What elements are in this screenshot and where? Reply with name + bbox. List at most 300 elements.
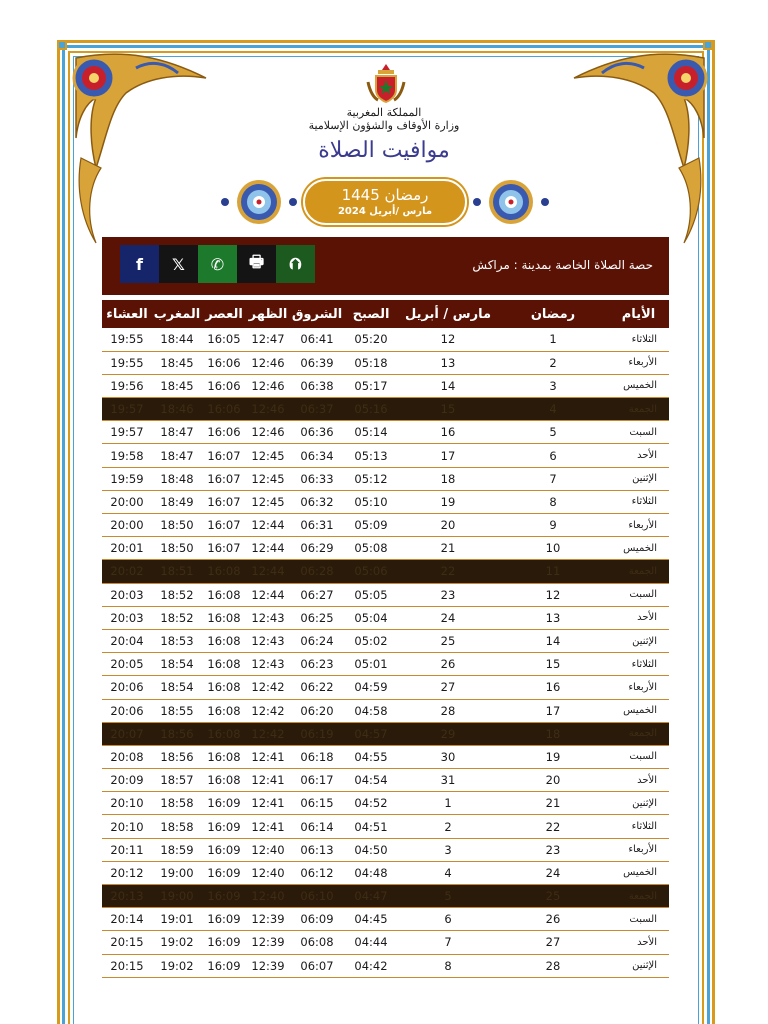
share-buttons [120,245,315,283]
cell-fajr: 05:09 [344,514,398,537]
table-row [102,861,669,884]
cell-maghrib: 18:50 [152,537,202,560]
cell-date: 8 [398,954,498,977]
cell-sunrise: 06:41 [290,328,344,351]
dot-icon [289,198,297,206]
cell-ramadan: 10 [498,537,608,560]
cell-ramadan: 23 [498,838,608,861]
table-row [102,769,669,792]
cell-sunrise: 06:07 [290,954,344,977]
cell-sunrise: 06:38 [290,374,344,397]
table-row [102,815,669,838]
cell-asr: 16:09 [202,885,246,908]
cell-sunrise: 06:10 [290,885,344,908]
cell-sunrise: 06:25 [290,606,344,629]
cell-ramadan: 25 [498,885,608,908]
cell-day: السبت [608,745,669,768]
cell-date: 4 [398,861,498,884]
cell-date: 18 [398,467,498,490]
cell-sunrise: 06:22 [290,676,344,699]
cell-dhuhr: 12:42 [246,722,290,745]
cell-asr: 16:07 [202,537,246,560]
cell-maghrib: 18:53 [152,629,202,652]
cell-sunrise: 06:39 [290,351,344,374]
cell-isha: 20:07 [102,722,152,745]
table-row [102,444,669,467]
cell-day: الثلاثاء [608,328,669,351]
ramadan-pill [303,179,467,225]
cell-fajr: 04:42 [344,954,398,977]
cell-day: السبت [608,421,669,444]
cell-asr: 16:09 [202,838,246,861]
cell-fajr: 05:12 [344,467,398,490]
table-row [102,653,669,676]
cell-ramadan: 24 [498,861,608,884]
table-row [102,328,669,351]
cell-asr: 16:09 [202,861,246,884]
cell-isha: 20:00 [102,514,152,537]
share-bar [102,237,669,295]
cell-dhuhr: 12:47 [246,328,290,351]
cell-sunrise: 06:17 [290,769,344,792]
cell-asr: 16:07 [202,490,246,513]
cell-ramadan: 11 [498,560,608,583]
cell-dhuhr: 12:40 [246,838,290,861]
cell-maghrib: 19:02 [152,931,202,954]
table-row [102,398,669,421]
cell-sunrise: 06:19 [290,722,344,745]
cell-date: 19 [398,490,498,513]
header-isha: العشاء [102,300,152,328]
cell-asr: 16:09 [202,815,246,838]
header-date: مارس / أبريل [398,300,498,328]
cell-isha: 19:56 [102,374,152,397]
header-fajr: الصبح [344,300,398,328]
cell-date: 23 [398,583,498,606]
cell-date: 7 [398,931,498,954]
cell-sunrise: 06:36 [290,421,344,444]
dot-icon [473,198,481,206]
cell-asr: 16:08 [202,676,246,699]
cell-sunrise: 06:14 [290,815,344,838]
cell-date: 3 [398,838,498,861]
cell-dhuhr: 12:44 [246,537,290,560]
cell-isha: 20:03 [102,583,152,606]
cell-ramadan: 20 [498,769,608,792]
cell-ramadan: 21 [498,792,608,815]
cell-dhuhr: 12:45 [246,444,290,467]
cell-date: 14 [398,374,498,397]
cell-ramadan: 28 [498,954,608,977]
cell-date: 27 [398,676,498,699]
table-row [102,792,669,815]
cell-isha: 20:05 [102,653,152,676]
cell-date: 24 [398,606,498,629]
cell-day: الأربعاء [608,676,669,699]
cell-sunrise: 06:29 [290,537,344,560]
print-button[interactable]: 🖶 [237,245,276,283]
cell-ramadan: 26 [498,908,608,931]
cell-day: الثلاثاء [608,815,669,838]
month-label: مارس /أبريل 2024 [337,206,433,217]
cell-date: 22 [398,560,498,583]
cell-day: الأربعاء [608,514,669,537]
cell-day: الإثنين [608,792,669,815]
cell-isha: 20:14 [102,908,152,931]
cell-maghrib: 19:02 [152,954,202,977]
cell-date: 2 [398,815,498,838]
cell-date: 28 [398,699,498,722]
cell-isha: 19:55 [102,328,152,351]
ramadan-label: رمضان 1445 [341,186,429,204]
cell-ramadan: 19 [498,745,608,768]
table-row [102,699,669,722]
cell-isha: 20:15 [102,954,152,977]
cell-dhuhr: 12:44 [246,560,290,583]
cell-date: 1 [398,792,498,815]
cell-maghrib: 18:57 [152,769,202,792]
cell-ramadan: 14 [498,629,608,652]
cell-isha: 20:13 [102,885,152,908]
cell-fajr: 05:20 [344,328,398,351]
table-row [102,629,669,652]
cell-isha: 20:08 [102,745,152,768]
cell-date: 30 [398,745,498,768]
cell-isha: 19:57 [102,398,152,421]
cell-maghrib: 18:44 [152,328,202,351]
cell-asr: 16:06 [202,398,246,421]
cell-asr: 16:09 [202,908,246,931]
cell-ramadan: 15 [498,653,608,676]
cell-isha: 20:03 [102,606,152,629]
cell-isha: 19:58 [102,444,152,467]
cell-fajr: 05:13 [344,444,398,467]
cell-isha: 20:10 [102,792,152,815]
cell-isha: 20:10 [102,815,152,838]
cell-ramadan: 18 [498,722,608,745]
cell-day: الخميس [608,374,669,397]
cell-isha: 20:04 [102,629,152,652]
header-ramadan: رمضان [498,300,608,328]
table-row [102,954,669,977]
table-row [102,467,669,490]
header-day: الأيام [608,300,669,328]
cell-fajr: 04:59 [344,676,398,699]
cell-dhuhr: 12:44 [246,583,290,606]
x-share-button[interactable]: 𝕏 [159,245,198,283]
cell-asr: 16:08 [202,722,246,745]
cell-isha: 19:59 [102,467,152,490]
cell-fajr: 05:10 [344,490,398,513]
cell-sunrise: 06:31 [290,514,344,537]
cell-fajr: 04:52 [344,792,398,815]
cell-isha: 20:06 [102,699,152,722]
cell-dhuhr: 12:43 [246,653,290,676]
ramadan-banner [215,176,555,228]
cell-ramadan: 5 [498,421,608,444]
cell-fajr: 05:08 [344,537,398,560]
cell-date: 16 [398,421,498,444]
cell-sunrise: 06:09 [290,908,344,931]
cell-asr: 16:05 [202,328,246,351]
cell-day: الخميس [608,861,669,884]
cell-dhuhr: 12:39 [246,931,290,954]
cell-ramadan: 7 [498,467,608,490]
cell-fajr: 05:18 [344,351,398,374]
ministry-name [0,106,768,132]
dot-icon [541,198,549,206]
cell-isha: 20:15 [102,931,152,954]
cell-ramadan: 6 [498,444,608,467]
facebook-share-button[interactable]: f [120,245,159,283]
cell-ramadan: 16 [498,676,608,699]
cell-date: 6 [398,908,498,931]
table-row [102,676,669,699]
table-row [102,421,669,444]
cell-fajr: 05:06 [344,560,398,583]
cell-maghrib: 18:45 [152,374,202,397]
prayer-times-table [102,300,669,978]
cell-asr: 16:08 [202,769,246,792]
cell-maghrib: 18:56 [152,722,202,745]
cell-sunrise: 06:34 [290,444,344,467]
cell-date: 5 [398,885,498,908]
table-row [102,722,669,745]
cell-ramadan: 27 [498,931,608,954]
cell-dhuhr: 12:46 [246,421,290,444]
cell-day: الجمعة [608,560,669,583]
cell-date: 26 [398,653,498,676]
cell-isha: 19:55 [102,351,152,374]
cell-sunrise: 06:23 [290,653,344,676]
table-row [102,537,669,560]
cell-date: 15 [398,398,498,421]
cell-asr: 16:09 [202,792,246,815]
cell-maghrib: 18:50 [152,514,202,537]
cell-day: الأربعاء [608,351,669,374]
cell-dhuhr: 12:46 [246,351,290,374]
cell-maghrib: 19:01 [152,908,202,931]
share-button[interactable]: ⮉ [276,245,315,283]
cell-day: الأحد [608,931,669,954]
cell-fajr: 05:16 [344,398,398,421]
cell-dhuhr: 12:41 [246,745,290,768]
cell-isha: 20:02 [102,560,152,583]
cell-ramadan: 1 [498,328,608,351]
cell-fajr: 04:57 [344,722,398,745]
cell-date: 25 [398,629,498,652]
cell-sunrise: 06:15 [290,792,344,815]
cell-dhuhr: 12:45 [246,467,290,490]
cell-asr: 16:09 [202,954,246,977]
table-row [102,560,669,583]
cell-dhuhr: 12:39 [246,954,290,977]
cell-asr: 16:06 [202,351,246,374]
cell-maghrib: 18:48 [152,467,202,490]
cell-maghrib: 18:58 [152,815,202,838]
cell-fajr: 05:14 [344,421,398,444]
page-title: موافيت الصلاة [318,138,450,163]
cell-isha: 19:57 [102,421,152,444]
cell-day: الأحد [608,769,669,792]
cell-maghrib: 19:00 [152,885,202,908]
cell-maghrib: 18:59 [152,838,202,861]
cell-asr: 16:08 [202,583,246,606]
cell-fajr: 04:44 [344,931,398,954]
table-row [102,606,669,629]
cell-ramadan: 2 [498,351,608,374]
cell-day: الجمعة [608,398,669,421]
cell-maghrib: 18:54 [152,653,202,676]
cell-date: 29 [398,722,498,745]
cell-asr: 16:07 [202,444,246,467]
cell-sunrise: 06:20 [290,699,344,722]
coat-of-arms-icon [364,62,408,106]
ministry-line-1: المملكة المغربية [346,106,422,119]
cell-fajr: 04:51 [344,815,398,838]
cell-date: 20 [398,514,498,537]
cell-ramadan: 4 [498,398,608,421]
cell-asr: 16:06 [202,421,246,444]
cell-ramadan: 13 [498,606,608,629]
cell-date: 13 [398,351,498,374]
cell-day: السبت [608,908,669,931]
cell-sunrise: 06:33 [290,467,344,490]
cell-date: 31 [398,769,498,792]
cell-sunrise: 06:24 [290,629,344,652]
cell-day: الأحد [608,606,669,629]
cell-fajr: 05:05 [344,583,398,606]
cell-day: الأربعاء [608,838,669,861]
cell-asr: 16:07 [202,514,246,537]
cell-maghrib: 18:58 [152,792,202,815]
cell-maghrib: 18:55 [152,699,202,722]
cell-dhuhr: 12:40 [246,861,290,884]
cell-date: 12 [398,328,498,351]
table-row [102,838,669,861]
table-row [102,745,669,768]
cell-date: 17 [398,444,498,467]
table-row [102,490,669,513]
cell-sunrise: 06:28 [290,560,344,583]
cell-dhuhr: 12:40 [246,885,290,908]
header-asr: العصر [202,300,246,328]
table-row [102,583,669,606]
cell-maghrib: 18:49 [152,490,202,513]
table-row [102,374,669,397]
cell-day: الإثنين [608,954,669,977]
cell-fajr: 05:17 [344,374,398,397]
whatsapp-share-button[interactable]: ✆ [198,245,237,283]
cell-sunrise: 06:18 [290,745,344,768]
cell-fajr: 04:58 [344,699,398,722]
cell-sunrise: 06:13 [290,838,344,861]
cell-maghrib: 18:56 [152,745,202,768]
cell-asr: 16:08 [202,653,246,676]
cell-maghrib: 18:47 [152,421,202,444]
rosette-icon [235,178,283,226]
cell-fajr: 04:47 [344,885,398,908]
cell-isha: 20:00 [102,490,152,513]
cell-sunrise: 06:08 [290,931,344,954]
cell-sunrise: 06:27 [290,583,344,606]
dot-icon [221,198,229,206]
cell-maghrib: 18:45 [152,351,202,374]
cell-maghrib: 18:46 [152,398,202,421]
cell-ramadan: 8 [498,490,608,513]
cell-dhuhr: 12:41 [246,792,290,815]
cell-dhuhr: 12:41 [246,769,290,792]
cell-maghrib: 18:54 [152,676,202,699]
cell-dhuhr: 12:43 [246,606,290,629]
header-dhuhr: الظهر [246,300,290,328]
ministry-line-2: وزارة الأوقاف والشؤون الإسلامية [308,119,460,132]
cell-isha: 20:12 [102,861,152,884]
cell-maghrib: 18:51 [152,560,202,583]
cell-dhuhr: 12:39 [246,908,290,931]
cell-day: الثلاثاء [608,653,669,676]
table-row [102,514,669,537]
cell-sunrise: 06:12 [290,861,344,884]
cell-dhuhr: 12:41 [246,815,290,838]
table-row [102,351,669,374]
cell-maghrib: 18:52 [152,583,202,606]
cell-maghrib: 19:00 [152,861,202,884]
city-label: حصة الصلاة الخاصة بمدينة : مراكش [472,258,653,272]
table-row [102,885,669,908]
cell-dhuhr: 12:44 [246,514,290,537]
cell-fajr: 04:50 [344,838,398,861]
cell-day: السبت [608,583,669,606]
cell-day: الجمعة [608,722,669,745]
cell-sunrise: 06:32 [290,490,344,513]
cell-day: الإثنين [608,629,669,652]
cell-dhuhr: 12:43 [246,629,290,652]
cell-isha: 20:06 [102,676,152,699]
cell-dhuhr: 12:42 [246,699,290,722]
cell-dhuhr: 12:42 [246,676,290,699]
cell-asr: 16:07 [202,467,246,490]
cell-fajr: 04:48 [344,861,398,884]
cell-day: الخميس [608,537,669,560]
cell-day: الجمعة [608,885,669,908]
cell-ramadan: 22 [498,815,608,838]
header-sunrise: الشروق [290,300,344,328]
cell-maghrib: 18:52 [152,606,202,629]
cell-isha: 20:11 [102,838,152,861]
cell-dhuhr: 12:46 [246,374,290,397]
cell-fajr: 05:04 [344,606,398,629]
cell-asr: 16:08 [202,629,246,652]
cell-ramadan: 12 [498,583,608,606]
cell-day: الخميس [608,699,669,722]
table-header-row [102,300,669,328]
cell-fajr: 05:01 [344,653,398,676]
cell-day: الثلاثاء [608,490,669,513]
table-row [102,931,669,954]
cell-asr: 16:08 [202,606,246,629]
table-body [102,328,669,977]
table-row [102,908,669,931]
cell-maghrib: 18:47 [152,444,202,467]
cell-fajr: 05:02 [344,629,398,652]
cell-isha: 20:09 [102,769,152,792]
cell-isha: 20:01 [102,537,152,560]
cell-dhuhr: 12:45 [246,490,290,513]
cell-asr: 16:09 [202,931,246,954]
cell-day: الإثنين [608,467,669,490]
cell-asr: 16:08 [202,745,246,768]
